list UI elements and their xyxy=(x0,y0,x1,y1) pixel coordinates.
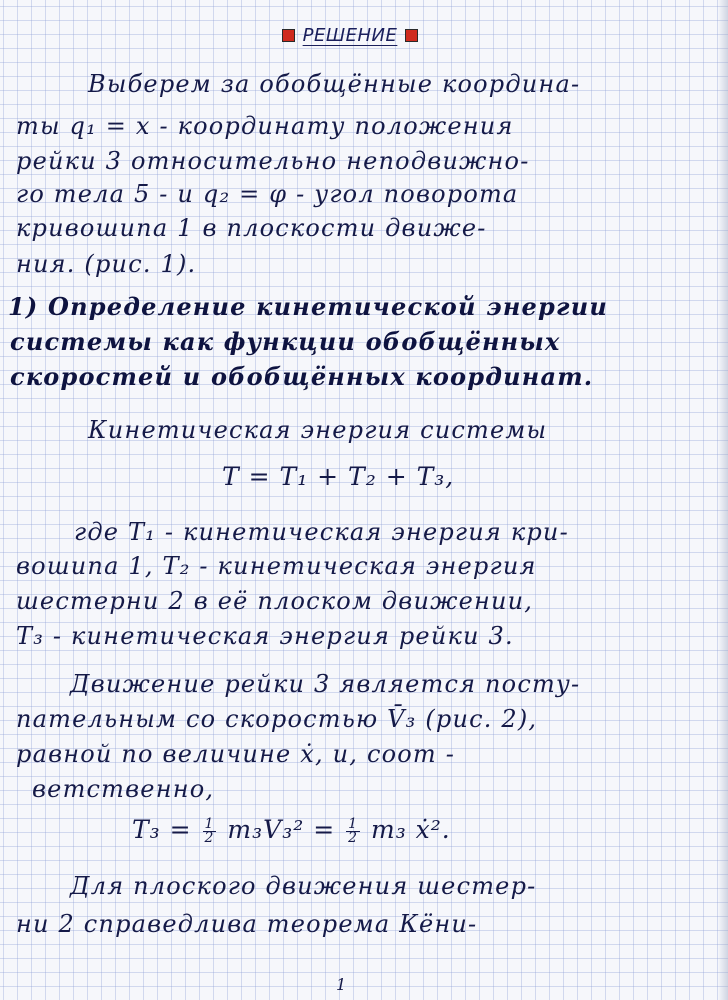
intro-line-2: ты q₁ = x - координату положения xyxy=(16,112,514,140)
motion-line-2: пательным со скоростью V̄₃ (рис. 2), xyxy=(16,705,538,733)
page-edge-shadow xyxy=(718,0,728,1000)
fraction-denominator: 2 xyxy=(204,830,215,846)
kinetic-energy-line: Кинетическая энергия системы xyxy=(88,416,548,444)
kinetic-energy-formula: T = T₁ + T₂ + T₃, xyxy=(222,462,455,491)
intro-line-3: рейки 3 относительно неподвижно- xyxy=(16,147,530,175)
motion-line-4: ветственно, xyxy=(32,775,215,803)
red-square-marker-right xyxy=(405,29,418,42)
where-line-1: где T₁ - кинетическая энергия кри- xyxy=(74,518,569,546)
header-title: РЕШЕНИЕ xyxy=(302,24,398,46)
red-square-marker-left xyxy=(282,29,295,42)
intro-line-6: ния. (рис. 1). xyxy=(16,250,197,278)
page-number: 1 xyxy=(336,975,347,994)
section-1-line-2: системы как функции обобщённых xyxy=(10,327,561,356)
where-line-2: вошипа 1, T₂ - кинетическая энергия xyxy=(16,552,537,580)
fraction-numerator-2: 1 xyxy=(348,816,359,832)
t3-formula-end: m₃ ẋ². xyxy=(370,815,451,844)
plane-line-1: Для плоского движения шестер- xyxy=(70,872,537,900)
intro-line-5: кривошипа 1 в плоскости движе- xyxy=(16,214,487,242)
fraction-denominator-2: 2 xyxy=(348,830,359,846)
t3-formula-lhs: T₃ = xyxy=(132,815,192,844)
section-header xyxy=(270,20,430,50)
fraction-numerator: 1 xyxy=(204,816,215,832)
motion-line-1: Движение рейки 3 является посту- xyxy=(70,670,581,698)
section-1-line-3: скоростей и обобщённых координат. xyxy=(10,362,594,391)
fraction-one-half xyxy=(203,818,217,845)
where-line-4: T₃ - кинетическая энергия рейки 3. xyxy=(16,622,514,650)
plane-line-2: ни 2 справедлива теорема Кёни- xyxy=(16,910,478,938)
t3-formula-middle: m₃V₃² = xyxy=(227,815,336,844)
t3-formula xyxy=(132,815,451,845)
intro-line-1: Выберем за обобщённые координа- xyxy=(88,70,581,98)
fraction-one-half-2 xyxy=(346,818,360,845)
section-1-line-1: 1) Определение кинетической энергии xyxy=(8,292,608,321)
motion-line-3: равной по величине ẋ, и, соот - xyxy=(16,740,456,768)
where-line-3: шестерни 2 в её плоском движении, xyxy=(16,587,534,615)
intro-line-4: го тела 5 - и q₂ = φ - угол поворота xyxy=(16,180,519,208)
